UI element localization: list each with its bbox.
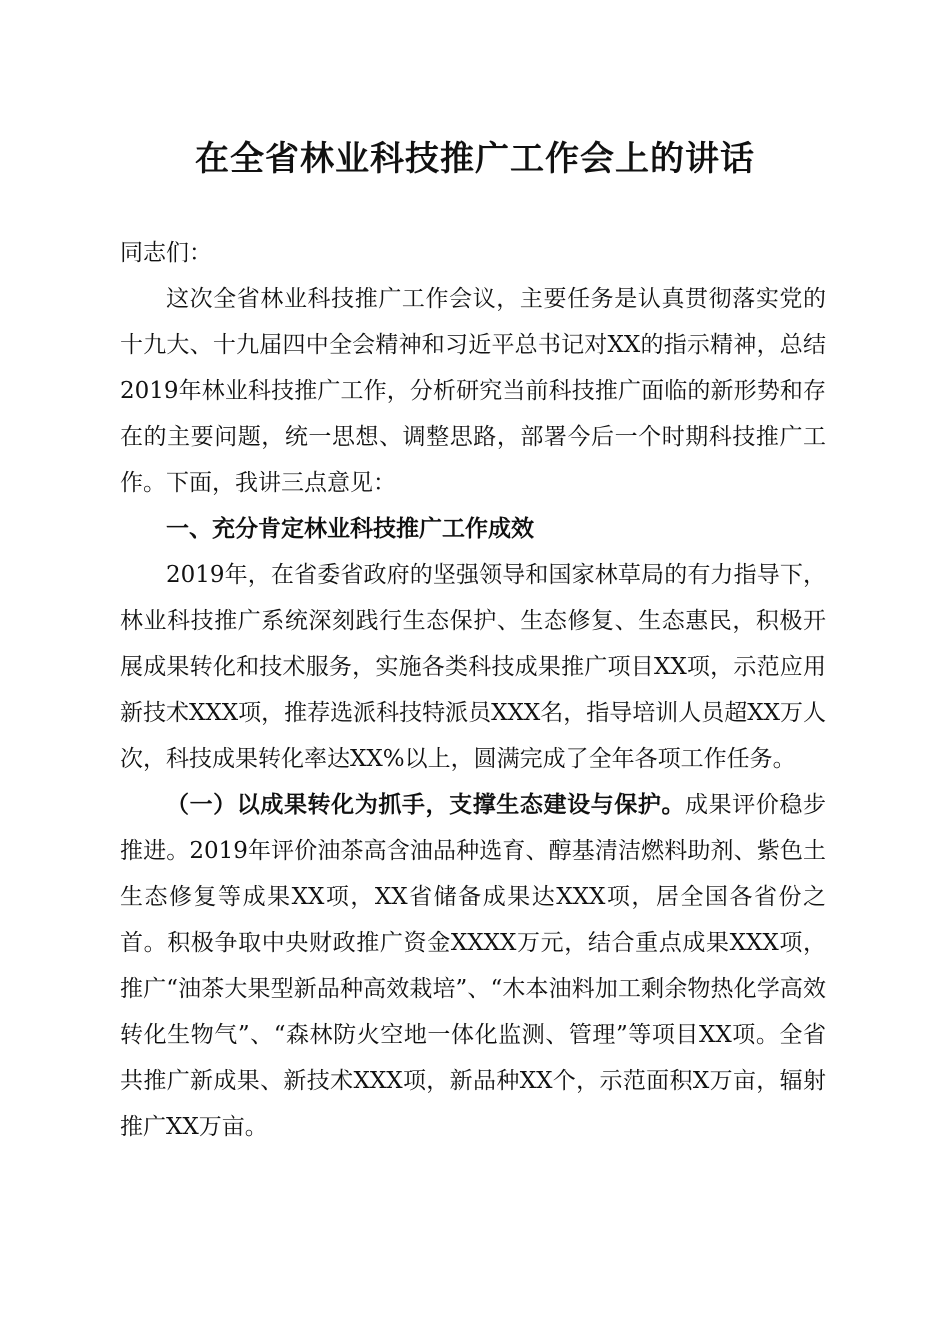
- document-title: 在全省林业科技推广工作会上的讲话: [195, 139, 755, 179]
- subsection1-paragraph: [120, 782, 826, 1150]
- document-body: [120, 230, 826, 1150]
- salutation: 同志们：: [120, 240, 212, 266]
- subsection1-body: 成果评价稳步推进。2019年评价油茶高含油品种选育、醇基清洁燃料助剂、紫色土生态修复等成果XX项，XX省储备成果达XXX项，居全国各省份之首。积极争取中央财政推广资金XXXX万元，结合重点成果XXX项，推广“油茶大果型新品种高效栽培”、“木本油料加工剩余物热化学高效转化生物气”、“森林防火空地一体化监测、管理”等项目XX项。全省共推广新成果、新技术XXX项，新品种XX个，示范面积X万亩，辐射推广XX万亩。: [120, 792, 827, 1140]
- section1-paragraph: 2019年，在省委省政府的坚强领导和国家林草局的有力指导下，林业科技推广系统深刻践行生态保护、生态修复、生态惠民，积极开展成果转化和技术服务，实施各类科技成果推广项目XX项，示范应用新技术XXX项，推荐选派科技特派员XXX名，指导培训人员超XX万人次，科技成果转化率达XX%以上，圆满完成了全年各项工作任务。: [120, 562, 826, 772]
- subsection1-lead: （一）以成果转化为抓手，支撑生态建设与保护。: [166, 791, 686, 818]
- intro-paragraph: 这次全省林业科技推广工作会议，主要任务是认真贯彻落实党的十九大、十九届四中全会精神和习近平总书记对XX的指示精神，总结2019年林业科技推广工作，分析研究当前科技推广面临的新形势和存在的主要问题，统一思想、调整思路，部署今后一个时期科技推广工作。下面，我讲三点意见：: [120, 286, 826, 496]
- section-heading-1: 一、充分肯定林业科技推广工作成效: [166, 516, 534, 542]
